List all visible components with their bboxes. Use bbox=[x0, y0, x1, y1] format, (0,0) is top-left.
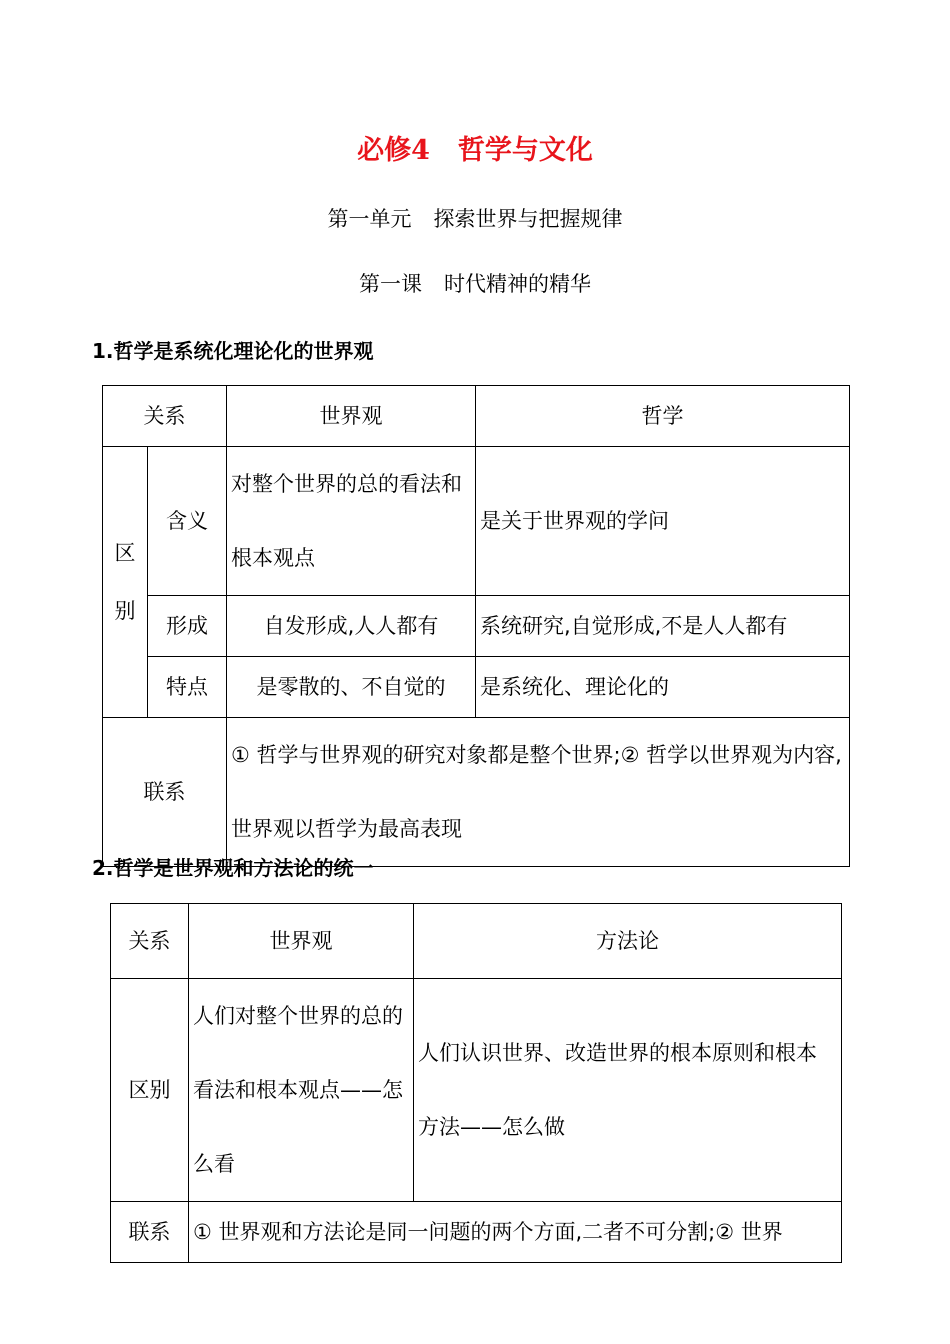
lesson-title bbox=[0, 268, 950, 298]
cell-philosophy: 是关于世界观的学问 bbox=[476, 447, 850, 596]
table-header-row bbox=[111, 904, 842, 979]
unit-part1: 第一单元 bbox=[327, 207, 412, 231]
section2-heading: 2.哲学是世界观和方法论的统一 bbox=[92, 856, 374, 880]
worldview-philosophy-table bbox=[102, 385, 850, 867]
cell-philosophy: 系统研究,自觉形成,不是人人都有 bbox=[476, 596, 850, 657]
unit-part2: 探索世界与把握规律 bbox=[433, 207, 623, 231]
connection-text: ① 哲学与世界观的研究对象都是整个世界;② 哲学以世界观为内容,世界观以哲学为最高表现 bbox=[227, 718, 850, 867]
lesson-part1: 第一课 bbox=[359, 272, 422, 296]
cell-worldview: 人们对整个世界的总的看法和根本观点——怎么看 bbox=[189, 979, 414, 1202]
header-relation: 关系 bbox=[103, 386, 227, 447]
header-philosophy: 哲学 bbox=[476, 386, 850, 447]
table-row bbox=[103, 718, 850, 867]
diff-label: 区 别 bbox=[103, 447, 148, 718]
row-label: 含义 bbox=[148, 447, 227, 596]
cell-worldview: 自发形成,人人都有 bbox=[227, 596, 476, 657]
title-part1: 必修4 bbox=[357, 135, 430, 166]
header-worldview: 世界观 bbox=[189, 904, 414, 979]
cell-worldview: 是零散的、不自觉的 bbox=[227, 657, 476, 718]
title-part2: 哲学与文化 bbox=[457, 135, 593, 166]
header-methodology: 方法论 bbox=[414, 904, 842, 979]
table-row bbox=[103, 657, 850, 718]
document-title bbox=[0, 128, 950, 167]
unit-title bbox=[0, 203, 950, 233]
worldview-methodology-table bbox=[110, 903, 842, 1263]
lesson-part2: 时代精神的精华 bbox=[444, 272, 591, 296]
connection-label: 联系 bbox=[111, 1202, 189, 1263]
cell-methodology: 人们认识世界、改造世界的根本原则和根本方法——怎么做 bbox=[414, 979, 842, 1202]
row-label: 形成 bbox=[148, 596, 227, 657]
connection-text: ① 世界观和方法论是同一问题的两个方面,二者不可分割;② 世界 bbox=[189, 1202, 842, 1263]
row-label: 特点 bbox=[148, 657, 227, 718]
table-row bbox=[111, 979, 842, 1202]
section1-heading: 1.哲学是系统化理论化的世界观 bbox=[92, 339, 374, 363]
header-worldview: 世界观 bbox=[227, 386, 476, 447]
table-header-row bbox=[103, 386, 850, 447]
table-row bbox=[103, 447, 850, 596]
cell-philosophy: 是系统化、理论化的 bbox=[476, 657, 850, 718]
diff-label: 区别 bbox=[111, 979, 189, 1202]
table-row bbox=[103, 596, 850, 657]
header-relation: 关系 bbox=[111, 904, 189, 979]
connection-label: 联系 bbox=[103, 718, 227, 867]
cell-worldview: 对整个世界的总的看法和根本观点 bbox=[227, 447, 476, 596]
table-row bbox=[111, 1202, 842, 1263]
